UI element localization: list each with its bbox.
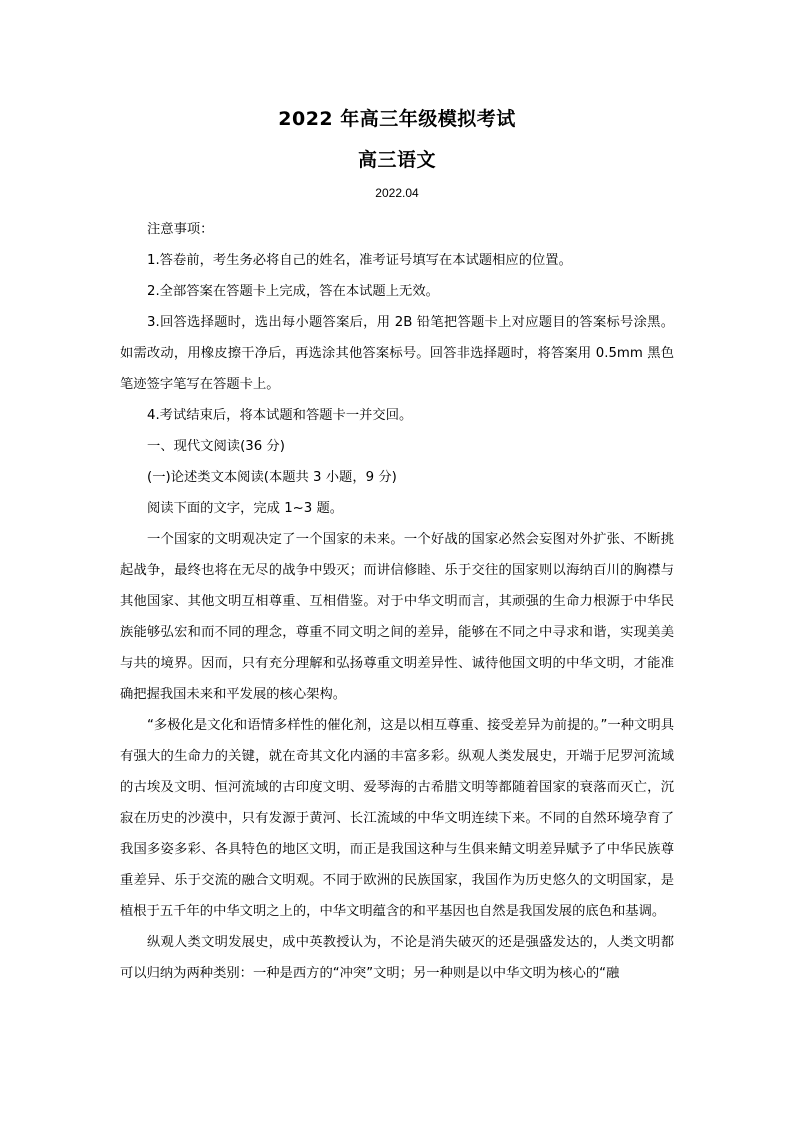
note-item-1: 1.答卷前，考生务必将自己的姓名，准考证号填写在本试题相应的位置。 [147,253,572,268]
article-paragraph-2: “多极化是文化和语情多样性的催化剂，这是以相互尊重、接受差异为前提的。”一种文明具有强大的生命力的关键，就在奇其文化内涵的丰富多彩。纵观人类发展史，开端于尼罗河流域的古埃及文明、恒河流域的古印度文明、爱琴海的古希腊文明等都随着国家的衰落而灭亡，沉寂在历史的沙漠中，只有发源于黄河、长江流域的中华文明连续下来。不同的自然环境孕育了我国多姿多彩、各具特色的地区文明，而正是我国这种与生俱来鲭文明差异赋予了中华民族尊重差异、乐于交流的融合文明观。不同于欧洲的民族国家，我国作为历史悠久的文明国家，是植根于五千年的中华文明之上的，中华文明蕴含的和平基因也自然是我国发展的底色和基调。 [120,718,674,919]
reading-instruction: 阅读下面的文字，完成 1~3 题。 [147,501,344,516]
notes-heading: 注意事项： [147,222,214,237]
note-item-3: 3.回答选择题时，选出每小题答案后，用 2B 铅笔把答题卡上对应题目的答案标号涂黑。如需改动，用橡皮擦干净后，再选涂其他答案标号。回答非选择题时，将答案用 0.5mm 黑色笔迹签字笔写在答题卡上。 [120,315,674,392]
section-subheading: (一)论述类文本阅读(本题共 3 小题，9 分) [147,470,397,485]
document-body [120,214,674,989]
note-item-2: 2.全部答案在答题卡上完成，答在本试题上无效。 [147,284,439,299]
note-item-4: 4.考试结束后，将本试题和答题卡一并交回。 [147,408,413,423]
exam-title: 2022 年高三年级模拟考试 [278,108,516,130]
section-heading: 一、现代文阅读(36 分) [147,439,285,454]
exam-subject: 高三语文 [357,149,436,171]
article-paragraph-3: 纵观人类文明发展史，成中英教授认为，不论是消失破灭的还是强盛发达的，人类文明都可以归纳为两种类别：一种是西方的“冲突”文明；另一种则是以中华文明为核心的“融 [120,935,674,981]
article-paragraph-1: 一个国家的文明观决定了一个国家的未来。一个好战的国家必然会妄图对外扩张、不断挑起战争，最终也将在无尽的战争中毁灭；而讲信修睦、乐于交往的国家则以海纳百川的胸襟与其他国家、其他文明互相尊重、互相借鉴。对于中华文明而言，其顽强的生命力根源于中华民族能够弘宏和而不同的理念，尊重不同文明之间的差异，能够在不同之中寻求和谐，实现美美与共的境界。因而，只有充分理解和弘扬尊重文明差异性、诚待他国文明的中华文明，才能准确把握我国未来和平发展的核心架构。 [120,532,674,702]
exam-date: 2022.04 [375,186,419,200]
